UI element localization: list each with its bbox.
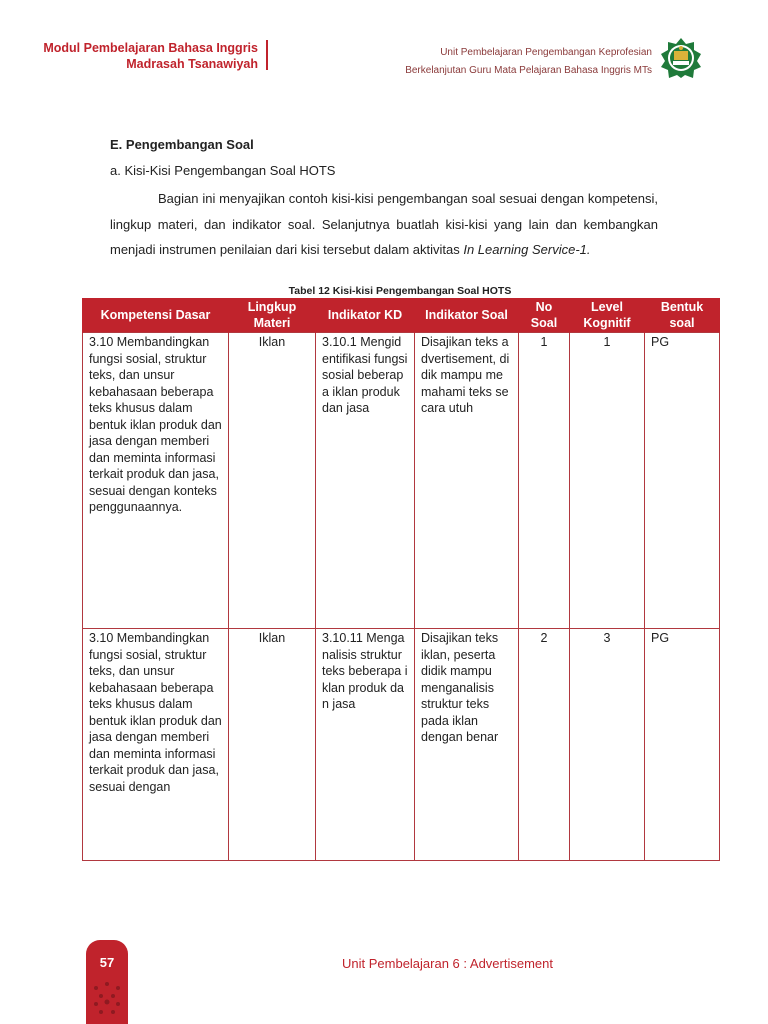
cell-indikator-soal: Disajikan teks advertisement, didik mampu memahami teks secara utuh (415, 333, 519, 629)
paragraph-italic-text: In Learning Service-1. (463, 242, 591, 257)
kemenag-logo-icon (659, 36, 703, 80)
cell-bentuk-soal: PG (645, 333, 720, 629)
cell-level-kognitif: 3 (570, 629, 645, 861)
header-kompetensi-dasar: Kompetensi Dasar (83, 298, 229, 333)
module-title-line2: Madrasah Tsanawiyah (126, 57, 258, 71)
header-indikator-soal: Indikator Soal (415, 298, 519, 333)
module-title (40, 40, 258, 72)
table-row (83, 629, 720, 861)
cell-no-soal: 1 (519, 333, 570, 629)
cell-kompetensi-dasar: 3.10 Membandingkan fungsi sosial, struktur teks, dan unsur kebahasaan beberapa teks khusus dalam bentuk iklan produk dan jasa dengan memberi dan meminta informasi terkait produk dan jasa, sesuai dengan (83, 629, 229, 861)
cell-lingkup-materi: Iklan (229, 333, 316, 629)
header-bentuk-soal: Bentuk soal (645, 298, 720, 333)
cell-level-kognitif: 1 (570, 333, 645, 629)
unit-title-line1: Unit Pembelajaran Pengembangan Keprofesian (440, 47, 652, 58)
section-content (110, 136, 658, 263)
cell-indikator-kd: 3.10.1 Mengidentifikasi fungsi sosial beberapa iklan produk dan jasa (316, 333, 415, 629)
cell-indikator-kd: 3.10.11 Menganalisis struktur teks beberapa iklan produk dan jasa (316, 629, 415, 861)
table-row (83, 333, 720, 629)
page-number-tab (86, 940, 128, 1024)
section-paragraph (110, 186, 658, 263)
table-caption: Tabel 12 Kisi-kisi Pengembangan Soal HOTS (288, 285, 512, 297)
header-indikator-kd: Indikator KD (316, 298, 415, 333)
section-subheading: a. Kisi-Kisi Pengembangan Soal HOTS (110, 163, 336, 178)
header-level-kognitif: Level Kognitif (570, 298, 645, 333)
unit-title (312, 44, 652, 80)
cell-indikator-soal: Disajikan teks iklan, peserta didik mampu menganalisis struktur teks pada iklan dengan benar (415, 629, 519, 861)
header-divider (266, 40, 268, 70)
header-lingkup-materi: Lingkup Materi (229, 298, 316, 333)
cell-bentuk-soal: PG (645, 629, 720, 861)
unit-title-line2: Berkelanjutan Guru Mata Pelajaran Bahasa Inggris MTs (405, 65, 652, 76)
table-header-row (83, 298, 720, 333)
kisi-kisi-table (82, 298, 720, 861)
cell-no-soal: 2 (519, 629, 570, 861)
section-heading: E. Pengembangan Soal (110, 137, 254, 152)
header-no-soal: No Soal (519, 298, 570, 333)
cell-kompetensi-dasar: 3.10 Membandingkan fungsi sosial, struktur teks, dan unsur kebahasaan beberapa teks khusus dalam bentuk iklan produk dan jasa dengan memberi dan meminta informasi terkait produk dan jasa, sesuai dengan konteks penggunaannya. (83, 333, 229, 629)
module-title-line1: Modul Pembelajaran Bahasa Inggris (43, 41, 258, 55)
page-number: 57 (99, 955, 115, 970)
cell-lingkup-materi: Iklan (229, 629, 316, 861)
paragraph-text: Bagian ini menyajikan contoh kisi-kisi pengembangan soal sesuai dengan kompetensi, lingkup materi, dan indikator soal. Selanjutnya buatlah kisi-kisi yang lain dan kembangkan menjadi instrumen penilaian dari kisi tersebut dalam aktivitas (110, 191, 658, 257)
batik-pattern-icon (90, 980, 124, 1020)
footer-unit-title: Unit Pembelajaran 6 : Advertisement (342, 956, 553, 971)
